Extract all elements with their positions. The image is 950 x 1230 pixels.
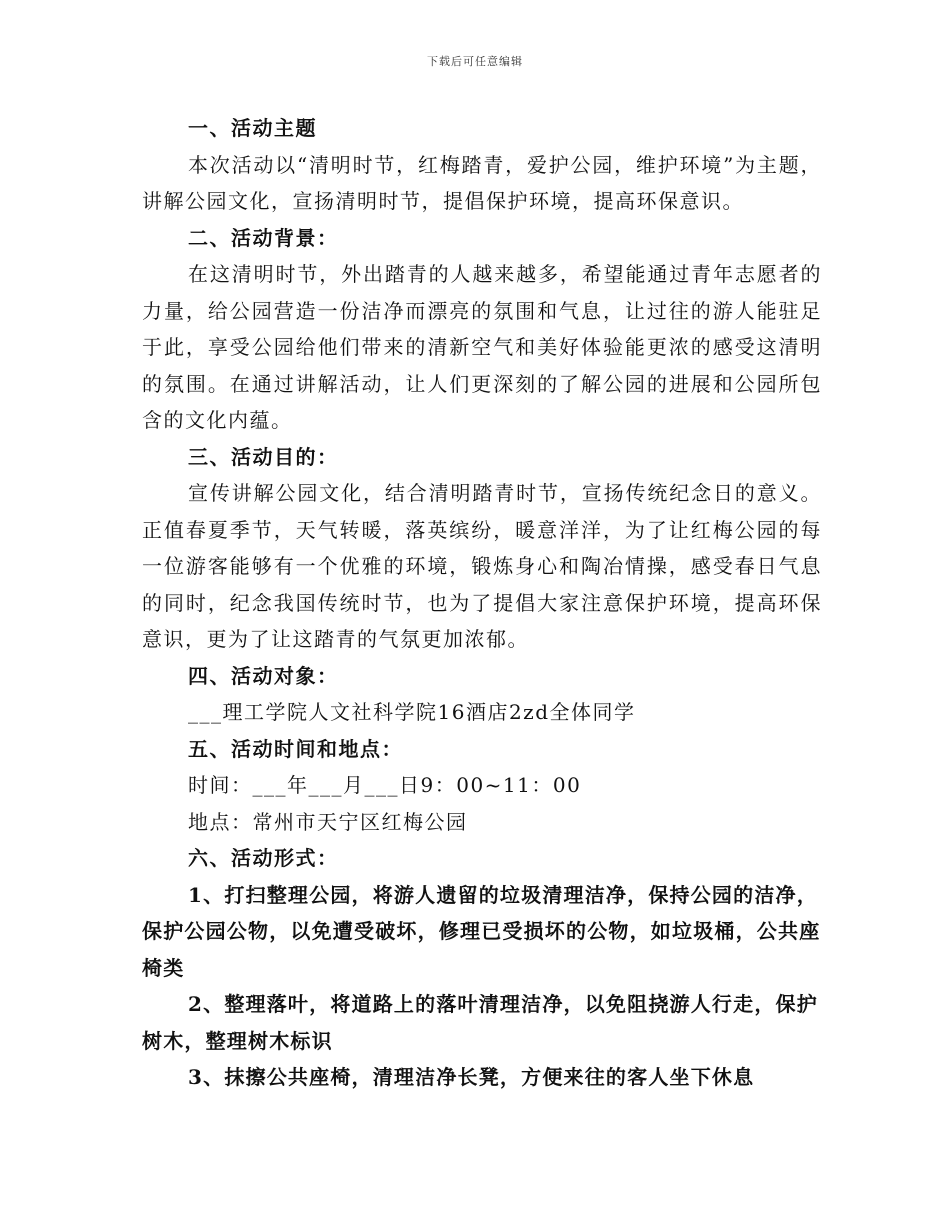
section-6-title: 六、活动形式： [188, 846, 339, 870]
section-6-item-3: 3、抹擦公共座椅，清理洁净长凳，方便来往的客人坐下休息 [188, 1065, 755, 1089]
document-body [142, 110, 822, 1096]
section-1-title: 一、活动主题 [188, 116, 317, 140]
section-6-item-1: 1、打扫整理公园，将游人遗留的垃圾清理洁净，保持公园的洁净，保护公园公物，以免遭受破坏，修理已受损坏的公物，如垃圾桶，公共座椅类 [142, 882, 821, 980]
section-5-time: 时间：___年___月___日9：00~11：00 [188, 773, 582, 797]
section-5-place: 地点：常州市天宁区红梅公园 [188, 809, 468, 834]
section-4-text: ___理工学院人文社科学院16酒店2zd全体同学 [188, 700, 636, 724]
section-3-title: 三、活动目的： [188, 444, 339, 469]
page-header: 下载后可任意编辑 [427, 55, 523, 68]
section-6-item-2: 2、整理落叶，将道路上的落叶清理洁净，以免阻挠游人行走，保护树木，整理树木标识 [142, 992, 818, 1053]
section-3-text: 宣传讲解公园文化，结合清明踏青时节，宣扬传统纪念日的意义。正值春夏季节，天气转暖，落英缤纷，暖意洋洋，为了让红梅公园的每一位游客能够有一个优雅的环境，锻炼身心和陶冶情操，感受春日气息的同时，纪念我国传统时节，也为了提倡大家注意保护环境，提高环保意识，更为了让这踏青的气氛更加浓郁。 [142, 481, 822, 651]
section-1-text: 本次活动以“清明时节，红梅踏青，爱护公园，维护环境”为主题，讲解公园文化，宣扬清明时节，提倡保护环境，提高环保意识。 [142, 152, 822, 213]
section-2-title: 二、活动背景： [188, 225, 339, 250]
section-5-title: 五、活动时间和地点： [188, 736, 403, 761]
section-2-text: 在这清明时节，外出踏青的人越来越多，希望能通过青年志愿者的力量，给公园营造一份洁净而漂亮的氛围和气息，让过往的游人能驻足于此，享受公园给他们带来的清新空气和美好体验能更浓的感受这清明的氛围。在通过讲解活动，让人们更深刻的了解公园的进展和公园所包含的文化内蕴。 [142, 262, 822, 432]
section-4-title: 四、活动对象： [188, 663, 339, 688]
